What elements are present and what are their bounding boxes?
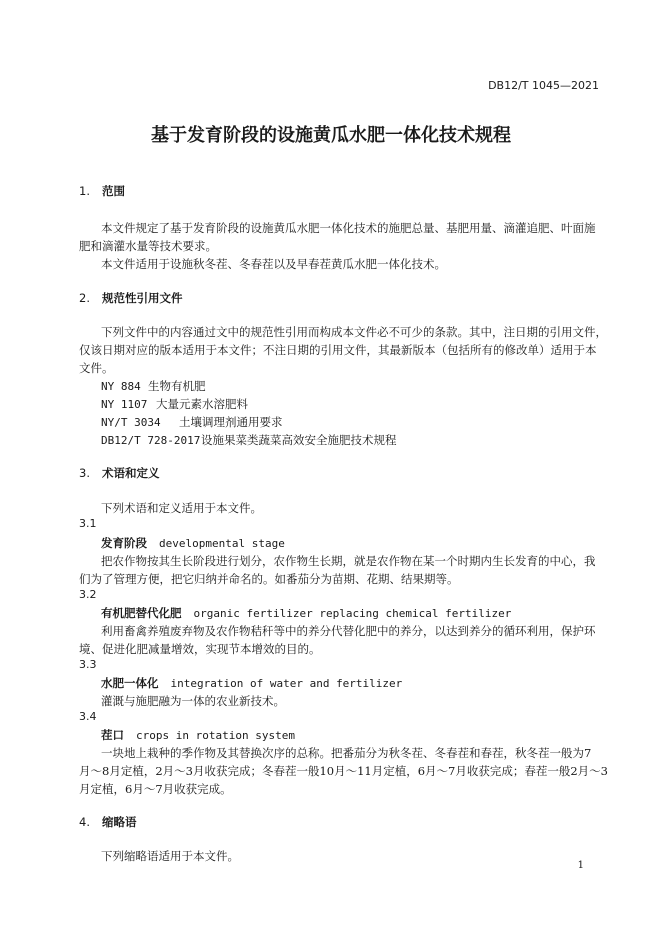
term-zh: 水肥一体化 bbox=[101, 676, 159, 690]
term-zh: 茬口 bbox=[101, 728, 124, 742]
paragraph-line: 肥和滴灌水量等技术要求。 bbox=[79, 239, 217, 253]
section-2-heading bbox=[79, 290, 183, 306]
section-number: 1. bbox=[79, 184, 90, 198]
term-en: integration of water and fertilizer bbox=[170, 677, 403, 690]
paragraph-line: 下列缩略语适用于本文件。 bbox=[101, 849, 239, 863]
reference-item bbox=[101, 378, 206, 394]
term-zh: 发育阶段 bbox=[101, 536, 147, 550]
paragraph-line: 把农作物按其生长阶段进行划分，农作物生长期，就是农作物在某一个时期内生长发育的中心，我 bbox=[101, 554, 596, 568]
term-number: 3.2 bbox=[79, 588, 97, 601]
paragraph-line: 月～8月定植，2月～3月收获完成；冬春茬一般10月～11月定植，6月～7月收获完成；春茬一般2月～3 bbox=[79, 764, 608, 778]
section-title: 范围 bbox=[102, 184, 125, 198]
term-number: 3.3 bbox=[79, 658, 97, 671]
paragraph-line: 灌溉与施肥融为一体的农业新技术。 bbox=[101, 694, 285, 708]
paragraph-line: 们为了管理方便，把它归纳并命名的。如番茄分为苗期、花期、结果期等。 bbox=[79, 572, 459, 586]
reference-code: DB12/T 728-2017 bbox=[101, 434, 201, 447]
reference-name: 土壤调理剂通用要求 bbox=[179, 415, 283, 429]
paragraph-line: 本文件适用于设施秋冬茬、冬春茬以及早春茬黄瓜水肥一体化技术。 bbox=[101, 257, 446, 271]
paragraph-line: 一块地上栽种的季作物及其替换次序的总称。把番茄分为秋冬茬、冬春茬和春茬，秋冬茬一般为7 bbox=[101, 746, 592, 760]
reference-code: NY 884 bbox=[101, 380, 141, 393]
term-zh: 有机肥替代化肥 bbox=[101, 606, 182, 620]
term-heading bbox=[101, 675, 402, 691]
term-number: 3.4 bbox=[79, 710, 97, 723]
section-number: 3. bbox=[79, 466, 90, 480]
term-heading bbox=[101, 605, 511, 621]
section-title: 规范性引用文件 bbox=[102, 291, 183, 305]
paragraph-line: 本文件规定了基于发育阶段的设施黄瓜水肥一体化技术的施肥总量、基肥用量、滴灌追肥、叶面施 bbox=[101, 221, 596, 235]
paragraph-line: 下列术语和定义适用于本文件。 bbox=[101, 501, 262, 515]
reference-name: 大量元素水溶肥料 bbox=[156, 397, 248, 411]
section-4-heading bbox=[79, 814, 137, 830]
term-number: 3.1 bbox=[79, 517, 97, 530]
paragraph-line: 月定植，6月～7月收获完成。 bbox=[79, 782, 232, 796]
document-code: DB12/T 1045—2021 bbox=[488, 79, 599, 92]
section-3-heading bbox=[79, 465, 160, 481]
reference-code: NY 1107 bbox=[101, 398, 148, 411]
reference-code: NY/T 3034 bbox=[101, 416, 161, 429]
term-en: developmental stage bbox=[159, 537, 285, 550]
reference-item bbox=[101, 396, 248, 412]
reference-name: 生物有机肥 bbox=[148, 379, 206, 393]
term-heading bbox=[101, 535, 285, 551]
section-1-heading bbox=[79, 183, 125, 199]
document-title: 基于发育阶段的设施黄瓜水肥一体化技术规程 bbox=[151, 125, 511, 146]
section-number: 2. bbox=[79, 291, 90, 305]
paragraph-line: 境、促进化肥减量增效，实现节本增效的目的。 bbox=[79, 642, 321, 656]
section-number: 4. bbox=[79, 815, 90, 829]
term-en: organic fertilizer replacing chemical fertilizer bbox=[193, 607, 512, 620]
paragraph-line: 利用畜禽养殖废弃物及农作物秸秆等中的养分代替化肥中的养分，以达到养分的循环利用，保护环 bbox=[101, 624, 596, 638]
reference-item bbox=[101, 414, 283, 430]
page-number: 1 bbox=[577, 860, 584, 871]
term-heading bbox=[101, 727, 295, 743]
section-title: 缩略语 bbox=[102, 815, 137, 829]
paragraph-line: 下列文件中的内容通过文中的规范性引用而构成本文件必不可少的条款。其中，注日期的引用文件， bbox=[101, 325, 607, 339]
term-en: crops in rotation system bbox=[136, 729, 295, 742]
reference-item bbox=[101, 432, 397, 448]
reference-name: 设施果菜类蔬菜高效安全施肥技术规程 bbox=[201, 433, 397, 447]
paragraph-line: 仅该日期对应的版本适用于本文件；不注日期的引用文件，其最新版本（包括所有的修改单）适用于本 bbox=[79, 343, 597, 357]
paragraph-line: 文件。 bbox=[79, 361, 114, 375]
section-title: 术语和定义 bbox=[102, 466, 160, 480]
